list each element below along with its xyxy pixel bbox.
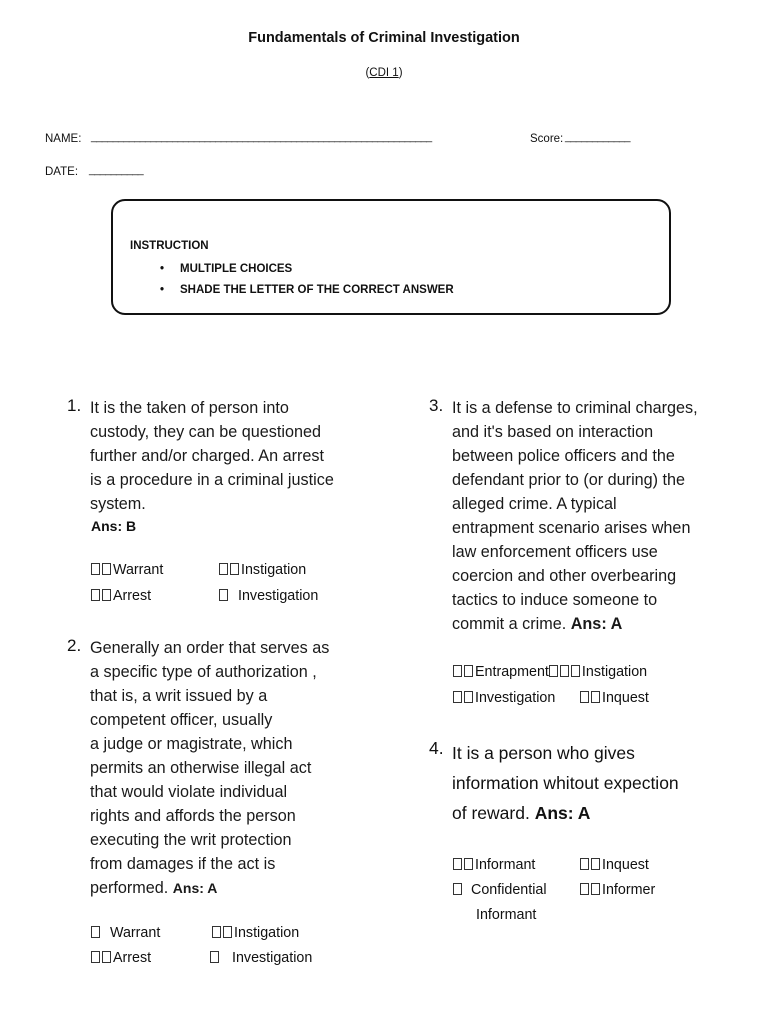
question-line: law enforcement officers use <box>452 543 658 561</box>
checkbox-icon[interactable] <box>212 926 221 938</box>
checkbox-icon[interactable] <box>591 691 600 703</box>
checkbox-icon[interactable] <box>464 858 473 870</box>
question-line: tactics to induce someone to <box>452 591 658 609</box>
answer-label: Ans: A <box>172 880 218 896</box>
score-line[interactable]: ____________ <box>565 131 630 143</box>
bullet: • <box>160 284 165 296</box>
name-line[interactable]: _______________________________________________________________ <box>91 131 432 143</box>
option-label: Confidential <box>471 882 547 898</box>
checkbox-icon[interactable] <box>453 858 462 870</box>
answer-label: Ans: B <box>91 518 137 534</box>
checkbox-icon[interactable] <box>453 883 462 895</box>
name-label: NAME: <box>45 133 82 145</box>
question-line: It is a defense to criminal charges, <box>452 399 698 417</box>
option-d[interactable] <box>210 950 312 966</box>
checkbox-icon[interactable] <box>91 589 100 601</box>
option-label: Instigation <box>234 925 300 941</box>
option-label: Inquest <box>602 690 649 706</box>
checkbox-icon[interactable] <box>453 665 462 677</box>
checkbox-icon[interactable] <box>102 951 111 963</box>
question-line: It is the taken of person into <box>90 399 289 417</box>
document-title: Fundamentals of Criminal Investigation <box>248 30 520 46</box>
checkbox-icon[interactable] <box>580 858 589 870</box>
answer-label: Ans: A <box>534 803 591 823</box>
checkbox-icon[interactable] <box>591 858 600 870</box>
option-b[interactable] <box>91 588 151 604</box>
checkbox-icon[interactable] <box>102 563 111 575</box>
option-c[interactable] <box>219 562 306 578</box>
option-d[interactable] <box>580 882 655 898</box>
question-line: executing the writ protection <box>90 831 292 849</box>
option-label: Inquest <box>602 857 649 873</box>
option-a[interactable] <box>453 664 647 680</box>
question-line: information whitout expection <box>452 773 679 793</box>
checkbox-icon[interactable] <box>219 589 228 601</box>
option-b[interactable] <box>453 690 555 706</box>
checkbox-icon[interactable] <box>464 665 473 677</box>
checkbox-icon[interactable] <box>230 563 239 575</box>
option-label: Investigation <box>238 588 319 604</box>
option-a[interactable] <box>453 857 535 873</box>
question-number: 3. <box>429 396 444 415</box>
question-line: and it's based on interaction <box>452 423 654 441</box>
question-line: competent officer, usually <box>90 711 273 729</box>
instruction-item <box>160 263 292 275</box>
course-code-text: CDI 1 <box>369 67 399 79</box>
answer-label: Ans: A <box>570 615 623 633</box>
question-line: entrapment scenario arises when <box>452 519 691 537</box>
option-c[interactable] <box>580 857 649 873</box>
option-label: Instigation <box>241 562 307 578</box>
option-label: Warrant <box>113 562 164 578</box>
option-a[interactable] <box>91 925 160 941</box>
checkbox-icon[interactable] <box>580 691 589 703</box>
question-line: It is a person who gives <box>452 743 635 763</box>
instruction-box <box>111 199 671 315</box>
checkbox-icon[interactable] <box>210 951 219 963</box>
checkbox-icon[interactable] <box>102 589 111 601</box>
question-number: 4. <box>429 738 444 758</box>
checkbox-icon[interactable] <box>91 951 100 963</box>
course-code <box>0 67 768 79</box>
bullet: • <box>160 263 165 275</box>
option-label: Informant <box>475 857 536 873</box>
question-line: permits an otherwise illegal act <box>90 759 312 777</box>
question-line: between police officers and the <box>452 447 675 465</box>
question-line: Generally an order that serves as <box>90 639 330 657</box>
question-text <box>90 396 334 516</box>
date-label: DATE: <box>45 166 79 178</box>
question-text <box>452 738 679 828</box>
option-d[interactable] <box>219 588 318 604</box>
question-line: that is, a writ issued by a <box>90 687 268 705</box>
checkbox-icon[interactable] <box>219 563 228 575</box>
question-line-end: commit a crime. <box>452 615 567 633</box>
question-line: custody, they can be questioned <box>90 423 321 441</box>
question-number: 1. <box>67 396 82 415</box>
instruction-title: INSTRUCTION <box>130 240 209 252</box>
question-line <box>452 798 679 828</box>
option-label: Investigation <box>232 950 313 966</box>
question-line: from damages if the act is <box>90 855 276 873</box>
checkbox-icon[interactable] <box>464 691 473 703</box>
question-line: defendant prior to (or during) the <box>452 471 686 489</box>
option-a[interactable] <box>91 562 163 578</box>
question-line: coercion and other overbearing <box>452 567 677 585</box>
instruction-item <box>160 284 454 296</box>
question-line: that would violate individual <box>90 783 288 801</box>
question-line: further and/or charged. An arrest <box>90 447 324 465</box>
option-label: Instigation <box>581 664 648 680</box>
question-line <box>90 876 329 900</box>
checkbox-icon[interactable] <box>560 665 569 677</box>
option-label: Informer <box>602 882 656 898</box>
option-b[interactable] <box>91 950 151 966</box>
option-c[interactable] <box>212 925 299 941</box>
date-line[interactable]: __________ <box>89 164 144 176</box>
option-label: Arrest <box>113 950 152 966</box>
option-d[interactable] <box>580 690 649 706</box>
checkbox-icon[interactable] <box>91 926 100 938</box>
question-line: a specific type of authorization , <box>90 663 317 681</box>
option-b-continued: Informant <box>476 907 537 923</box>
checkbox-icon[interactable] <box>580 883 589 895</box>
question-text <box>90 636 329 900</box>
checkbox-icon[interactable] <box>591 883 600 895</box>
question-line: is a procedure in a criminal justice <box>90 471 334 489</box>
checkbox-icon[interactable] <box>223 926 232 938</box>
question-line <box>452 612 698 636</box>
question-line: alleged crime. A typical <box>452 495 617 513</box>
option-label: Entrapment <box>475 664 549 680</box>
question-line: system. <box>90 495 146 513</box>
question-line-end: of reward. <box>452 803 530 823</box>
score-label: Score: <box>530 133 564 145</box>
question-line: a judge or magistrate, which <box>90 735 293 753</box>
option-b[interactable] <box>453 882 547 898</box>
paren-open: ( <box>365 67 370 79</box>
instruction-item-text: MULTIPLE CHOICES <box>180 263 293 275</box>
checkbox-icon[interactable] <box>549 665 558 677</box>
option-label: Warrant <box>110 925 161 941</box>
checkbox-icon[interactable] <box>91 563 100 575</box>
question-number: 2. <box>67 636 82 655</box>
checkbox-icon[interactable] <box>571 665 580 677</box>
question-text <box>452 396 698 636</box>
question-line: rights and affords the person <box>90 807 296 825</box>
instruction-item-text: SHADE THE LETTER OF THE CORRECT ANSWER <box>180 284 454 296</box>
question-line-end: performed. <box>90 879 169 897</box>
checkbox-icon[interactable] <box>453 691 462 703</box>
option-label: Arrest <box>113 588 152 604</box>
paren-close: ) <box>398 67 403 79</box>
option-label: Investigation <box>475 690 556 706</box>
